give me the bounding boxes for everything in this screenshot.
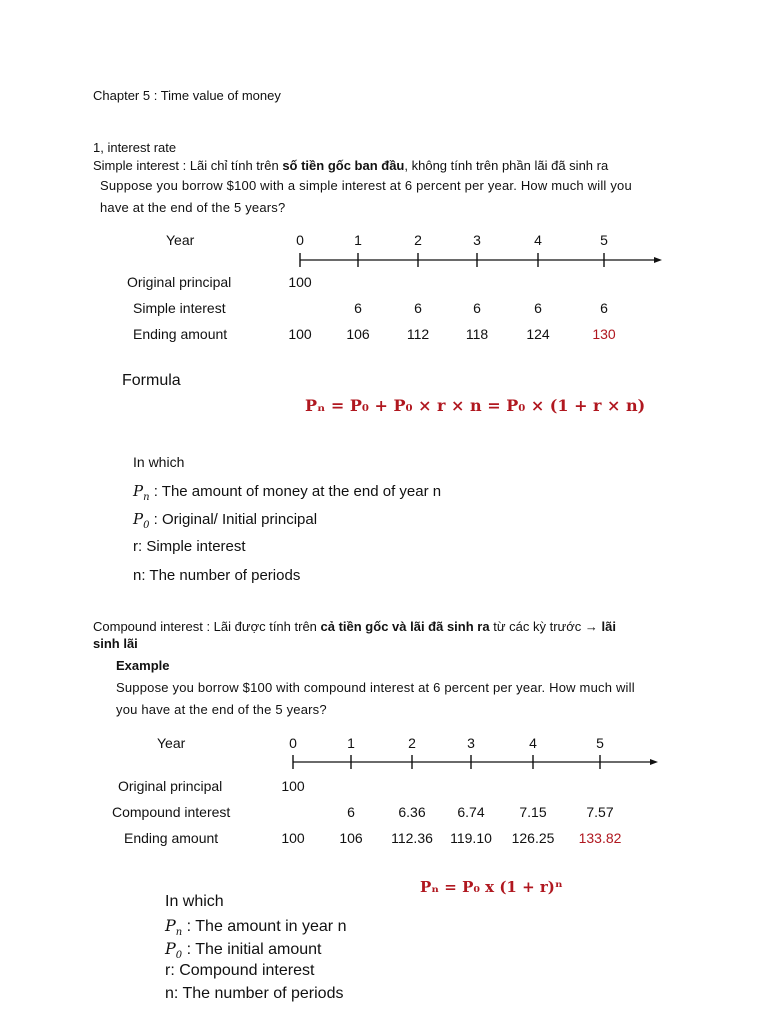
simple-def-r: r: Simple interest bbox=[133, 538, 246, 555]
compound-ending-label: Ending amount bbox=[124, 830, 219, 846]
simple-intro-prefix: Simple interest : Lãi chỉ tính trên bbox=[93, 158, 283, 173]
compound-def-p0 bbox=[165, 939, 321, 961]
p0-symbol: $P_0$ bbox=[165, 939, 183, 962]
simple-interest-value: 6 bbox=[600, 300, 608, 316]
simple-ending-value: 100 bbox=[288, 326, 312, 342]
simple-def-pn-text: : The amount of money at the end of year n bbox=[149, 483, 442, 500]
pn-symbol: $P_n$ bbox=[165, 916, 183, 939]
compound-final-amount: 133.82 bbox=[578, 830, 622, 846]
compound-question-line1: Suppose you borrow $100 with compound interest at 6 percent per year. How much will bbox=[116, 680, 635, 695]
simple-interest-value: 6 bbox=[354, 300, 362, 316]
simple-year-2: 2 bbox=[414, 232, 422, 248]
simple-year-0: 0 bbox=[296, 232, 304, 248]
compound-interest-value: 7.57 bbox=[586, 804, 614, 820]
simple-year-5: 5 bbox=[600, 232, 608, 248]
compound-principal-value: 100 bbox=[281, 778, 305, 794]
simple-year-4: 4 bbox=[534, 232, 542, 248]
simple-def-p0 bbox=[133, 510, 317, 531]
simple-interest-value: 6 bbox=[414, 300, 422, 316]
simple-principal-value: 100 bbox=[288, 274, 312, 290]
simple-interest-value: 6 bbox=[534, 300, 542, 316]
simple-ending-label: Ending amount bbox=[133, 326, 228, 342]
simple-formula: Pₙ = P₀ + P₀ × r × n = P₀ × (1 + r × n) bbox=[305, 396, 646, 415]
compound-interest-intro bbox=[93, 618, 693, 652]
simple-def-pn bbox=[133, 482, 441, 503]
compound-in-which: In which bbox=[165, 893, 224, 910]
compound-year-label: Year bbox=[157, 735, 186, 751]
timeline-arrow bbox=[650, 759, 658, 765]
compound-def-n: n: The number of periods bbox=[165, 985, 344, 1002]
compound-interest-value: 7.15 bbox=[519, 804, 547, 820]
compound-interest-value: 6.74 bbox=[457, 804, 485, 820]
formula-heading: Formula bbox=[122, 372, 181, 389]
compound-year-3: 3 bbox=[467, 735, 475, 751]
simple-interest-value: 6 bbox=[473, 300, 481, 316]
compound-year-5: 5 bbox=[596, 735, 604, 751]
simple-intro-bold: số tiền gốc ban đầu bbox=[282, 158, 405, 173]
chapter-title: Chapter 5 : Time value of money bbox=[93, 88, 281, 103]
compound-year-0: 0 bbox=[289, 735, 297, 751]
compound-formula: Pₙ = P₀ x (1 + r)ⁿ bbox=[420, 878, 563, 896]
compound-def-pn-text: : The amount in year n bbox=[182, 918, 347, 935]
simple-ending-value: 124 bbox=[526, 326, 550, 342]
compound-intro-suffix: từ các kỳ trước → bbox=[489, 619, 602, 634]
compound-def-p0-text: : The initial amount bbox=[182, 941, 322, 958]
compound-interest-label: Compound interest bbox=[112, 804, 231, 820]
p0-symbol: $P_0$ bbox=[133, 510, 150, 531]
compound-intro-prefix: Compound interest : Lãi được tính trên bbox=[93, 619, 321, 634]
compound-ending-value: 106 bbox=[339, 830, 363, 846]
timeline-arrow bbox=[654, 257, 662, 263]
simple-year-3: 3 bbox=[473, 232, 481, 248]
simple-question-line2: have at the end of the 5 years? bbox=[100, 200, 286, 215]
simple-def-p0-text: : Original/ Initial principal bbox=[149, 511, 318, 528]
compound-interest-value: 6 bbox=[347, 804, 355, 820]
compound-interest-value: 6.36 bbox=[398, 804, 426, 820]
compound-ending-value: 112.36 bbox=[391, 830, 433, 846]
compound-year-2: 2 bbox=[408, 735, 416, 751]
simple-ending-value: 112 bbox=[406, 326, 430, 342]
simple-question-line1: Suppose you borrow $100 with a simple interest at 6 percent per year. How much will you bbox=[100, 178, 632, 193]
simple-year-1: 1 bbox=[354, 232, 362, 248]
simple-intro-suffix: , không tính trên phần lãi đã sinh ra bbox=[404, 158, 609, 173]
compound-intro-bold2a: lãi bbox=[601, 619, 616, 634]
pn-symbol: $P_n$ bbox=[133, 482, 150, 503]
compound-ending-value: 100 bbox=[281, 830, 305, 846]
compound-ending-value: 126.25 bbox=[511, 830, 555, 846]
compound-ending-value: 119.10 bbox=[450, 830, 492, 846]
compound-intro-bold2b: sinh lãi bbox=[93, 636, 138, 651]
compound-intro-bold: cả tiền gốc và lãi đã sinh ra bbox=[320, 619, 490, 634]
simple-def-n: n: The number of periods bbox=[133, 567, 301, 584]
compound-principal-label: Original principal bbox=[118, 778, 223, 794]
compound-question-line2: you have at the end of the 5 years? bbox=[116, 702, 327, 717]
compound-year-4: 4 bbox=[529, 735, 537, 751]
compound-def-r: r: Compound interest bbox=[165, 962, 315, 979]
compound-year-1: 1 bbox=[347, 735, 355, 751]
simple-final-amount: 130 bbox=[592, 326, 616, 342]
example-heading: Example bbox=[116, 658, 170, 673]
simple-ending-value: 106 bbox=[346, 326, 370, 342]
simple-ending-value: 118 bbox=[465, 326, 489, 342]
simple-in-which: In which bbox=[133, 454, 185, 470]
simple-interest-label: Simple interest bbox=[133, 300, 226, 316]
section-heading: 1, interest rate bbox=[93, 140, 177, 155]
compound-def-pn bbox=[165, 916, 346, 938]
simple-principal-label: Original principal bbox=[127, 274, 232, 290]
simple-year-label: Year bbox=[166, 232, 195, 248]
